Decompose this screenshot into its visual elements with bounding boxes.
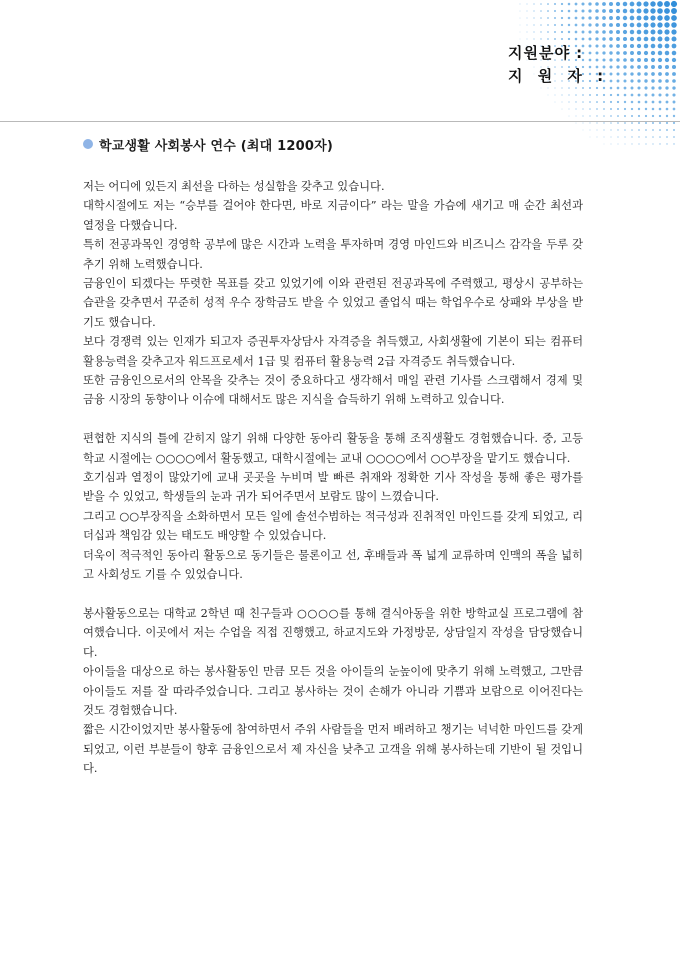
essay-paragraph: 대학시절에도 저는 “승부를 걸어야 한다면, 바로 지금이다” 라는 말을 가슴에 새기고 매 순간 최선과 열정을 다했습니다. (83, 199, 583, 232)
apply-field-row (508, 42, 668, 65)
essay-paragraph: 특히 전공과목인 경영학 공부에 많은 시간과 노력을 투자하며 경영 마인드와 비즈니스 감각을 두루 갖추기 위해 노력했습니다. (83, 238, 583, 271)
bullet-icon (83, 139, 93, 149)
apply-field-label: 지원분야 : (508, 44, 584, 62)
essay-paragraph: 더욱이 적극적인 동아리 활동으로 동기들은 물론이고 선, 후배들과 폭 넓게 교류하며 인맥의 폭을 넓히고 사회성도 기를 수 있었습니다. (83, 548, 583, 582)
essay-paragraph: 봉사활동으로는 대학교 2학년 때 친구들과 ○○○○를 통해 결식아동을 위한 방학교실 프로그램에 참여했습니다. 이곳에서 저는 수업을 직접 진행했고, 하교지도와 가정방문, 상담일지 작성을 담당했습니다. (83, 606, 583, 659)
applicant-info-block (508, 42, 668, 88)
essay-paragraph: 그리고 ○○부장직을 소화하면서 모든 일에 솔선수범하는 적극성과 진취적인 마인드를 갖게 되었고, 리더십과 책임감 있는 태도도 배양할 수 있었습니다. (83, 509, 583, 543)
applicant-name-label: 지 원 자 : (508, 67, 609, 85)
essay-paragraph: 짧은 시간이었지만 봉사활동에 참여하면서 주위 사람들을 먼저 배려하고 챙기는 넉넉한 마인드를 갖게 되었고, 이런 부분들이 향후 금융인으로서 제 자신을 낮추고 고객을 위해 봉사하는데 기반이 될 것입니다. (83, 723, 583, 776)
essay-paragraph: 금융인이 되겠다는 뚜렷한 목표를 갖고 있었기에 이와 관련된 전공과목에 주력했고, 평상시 공부하는 습관을 갖추면서 꾸준히 성적 우수 장학금도 받을 수 있었고 졸업식 때는 학업우수로 상패와 부상을 받기도 했습니다. (83, 277, 583, 329)
essay-paragraph: 호기심과 열정이 많았기에 교내 곳곳을 누비며 발 빠른 취재와 정확한 기사 작성을 통해 좋은 평가를 받을 수 있었고, 학생들의 눈과 귀가 되어주면서 보람도 많이 느꼈습니다. (83, 471, 583, 504)
section-title: 학교생활 사회봉사 연수 (최대 1200자) (99, 138, 334, 154)
essay-paragraph: 저는 어디에 있든지 최선을 다하는 성실함을 갖추고 있습니다. (83, 180, 385, 193)
essay-paragraph: 편협한 지식의 틀에 갇히지 않기 위해 다양한 동아리 활동을 통해 조직생활도 경험했습니다. 중, 고등학교 시절에는 ○○○○에서 활동했고, 대학시절에는 교내 ○○○○에서 ○○부장을 맡기도 했습니다. (83, 432, 583, 465)
essay-paragraph: 보다 경쟁력 있는 인재가 되고자 증권투자상담사 자격증을 취득했고, 사회생활에 기본이 되는 컴퓨터 활용능력을 갖추고자 워드프로세서 1급 및 컴퓨터 활용능력 2급 자격증도 취득했습니다. (83, 335, 583, 368)
essay-body (83, 177, 583, 779)
applicant-name-row (508, 65, 668, 88)
header-divider (0, 121, 680, 122)
essay-paragraph: 또한 금융인으로서의 안목을 갖추는 것이 중요하다고 생각해서 매일 관련 기사를 스크랩해서 경제 및 금융 시장의 동향이나 이슈에 대해서도 많은 지식을 습득하기 위해 노력하고 있습니다. (83, 374, 583, 407)
essay-paragraph: 아이들을 대상으로 하는 봉사활동인 만큼 모든 것을 아이들의 눈높이에 맞추기 위해 노력했고, 그만큼 아이들도 저를 잘 따라주었습니다. 그리고 봉사하는 것이 손해가 아니라 기쁨과 보람으로 이어진다는 것도 경험했습니다. (83, 665, 583, 717)
section-heading (83, 134, 333, 154)
